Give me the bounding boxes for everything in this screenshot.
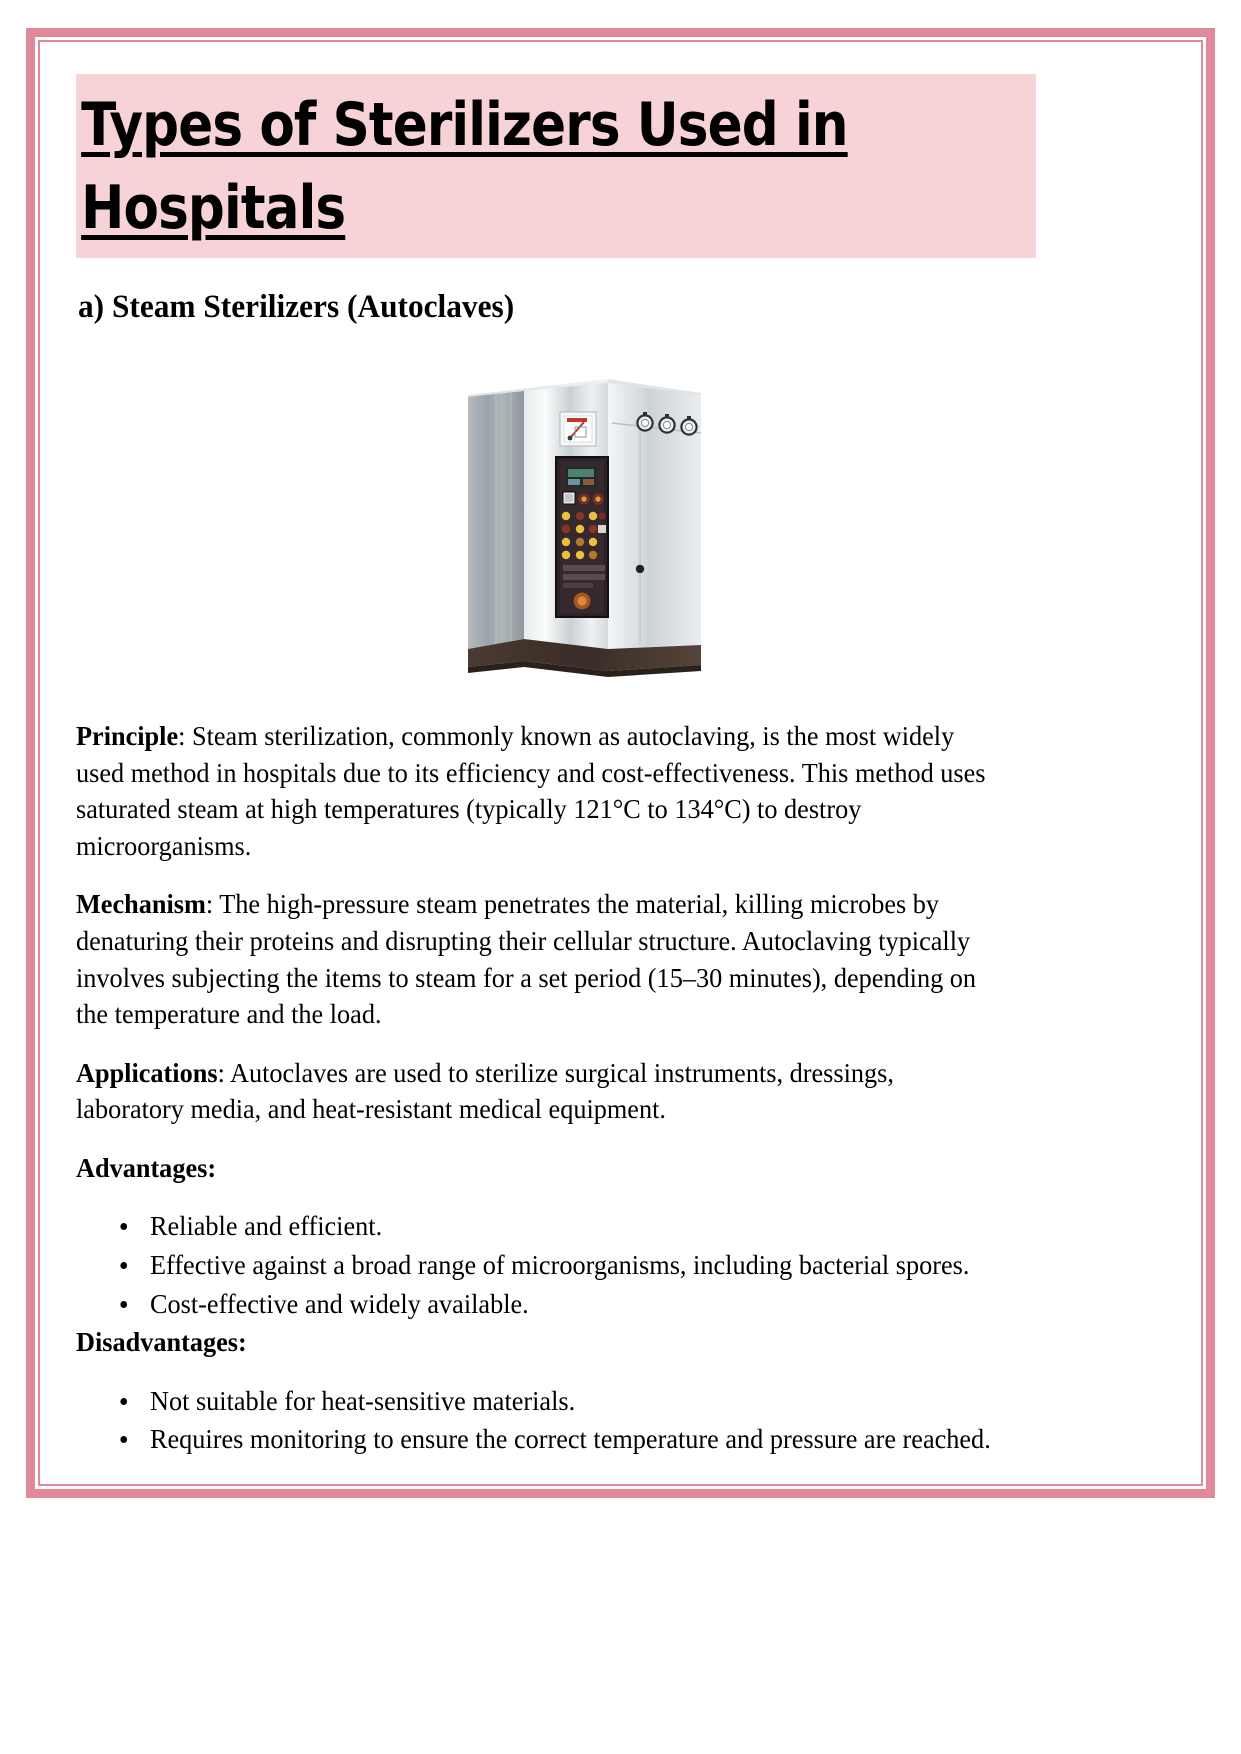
advantages-list xyxy=(76,1208,1036,1322)
paragraph-mechanism-text: The high-pressure steam penetrates the material, killing microbes by denaturing their proteins and disrupting their cellular structure. Autoclaving typically involves subjecting the items to steam for a set period (15–30 minutes), depending on the temperature and the load. xyxy=(76,888,977,1030)
advantages-heading-label: Advantages xyxy=(76,1151,208,1183)
paragraph-mechanism-separator: : xyxy=(205,888,220,920)
page-title-text-2: Hospitals xyxy=(81,172,346,243)
page-title-line-2 xyxy=(76,167,902,250)
page-title-line-1 xyxy=(76,84,902,167)
document-content xyxy=(76,74,1036,1460)
paragraph-mechanism xyxy=(76,886,993,1032)
paragraph-applications-lead: Applications xyxy=(76,1056,218,1088)
paragraph-principle-separator: : xyxy=(178,720,192,752)
disadvantages-heading-label: Disadvantages xyxy=(76,1326,238,1358)
paragraph-applications-text: Autoclaves are used to sterilize surgical instruments, dressings, laboratory media, and heat-resistant medical equipment. xyxy=(76,1056,894,1125)
disadvantages-heading xyxy=(76,1324,993,1361)
list-item: Requires monitoring to ensure the correct temperature and pressure are reached. xyxy=(150,1421,996,1458)
advantages-heading-separator: : xyxy=(207,1151,217,1183)
paragraph-mechanism-lead: Mechanism xyxy=(76,888,206,920)
paragraph-principle-lead: Principle xyxy=(76,720,179,752)
list-item: Effective against a broad range of microorganisms, including bacterial spores. xyxy=(150,1247,996,1284)
paragraph-applications-separator: : xyxy=(217,1056,230,1088)
disadvantages-list xyxy=(76,1383,1036,1458)
paragraph-principle-text: Steam sterilization, commonly known as autoclaving, is the most widely used method in hospitals due to its efficiency and cost-effectiveness. This method uses saturated steam at high temperatures (typically 121°C to 134°C) to destroy microorganisms. xyxy=(76,720,986,861)
page-title-text-1: Types of Sterilizers Used in xyxy=(81,90,848,160)
steam-sterilizer-illustration xyxy=(412,349,701,687)
paragraph-principle xyxy=(76,718,993,864)
list-item: Not suitable for heat-sensitive materials. xyxy=(150,1383,996,1420)
list-item: Cost-effective and widely available. xyxy=(150,1286,996,1323)
autoclave-image xyxy=(412,349,701,687)
section-subheading: a) Steam Sterilizers (Autoclaves) xyxy=(78,288,515,325)
paragraph-applications xyxy=(76,1055,993,1128)
figure-autoclave xyxy=(76,349,1036,692)
advantages-heading xyxy=(76,1150,993,1187)
list-item: Reliable and efficient. xyxy=(150,1208,996,1245)
disadvantages-heading-separator: : xyxy=(237,1326,247,1358)
page-title-block xyxy=(76,74,1036,258)
